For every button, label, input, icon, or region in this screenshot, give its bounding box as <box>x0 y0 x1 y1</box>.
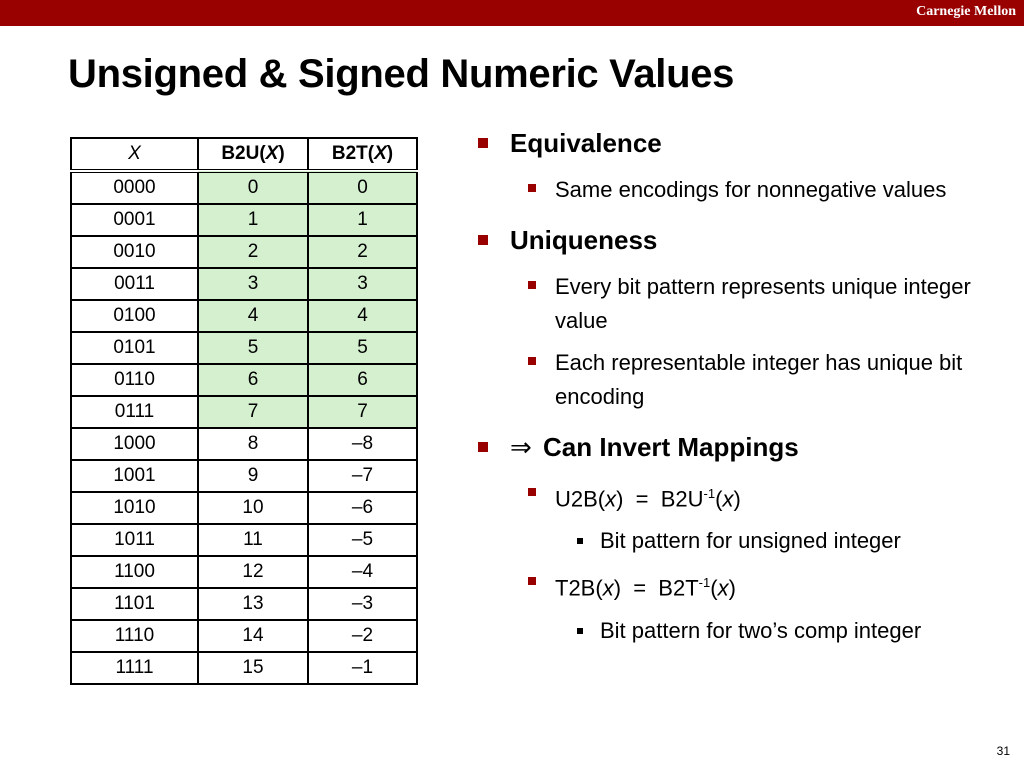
table-row <box>71 492 417 524</box>
cell-b2u: 14 <box>198 620 308 652</box>
cell-b2u: 2 <box>198 236 308 268</box>
cell-b2u: 11 <box>198 524 308 556</box>
cell-x: 1101 <box>71 588 198 620</box>
bullet-marker-icon <box>577 628 583 634</box>
bullet-uniqueness: Uniqueness <box>470 225 990 256</box>
cell-x: 1000 <box>71 428 198 460</box>
bullet-marker-icon <box>577 538 583 544</box>
cell-b2t: –5 <box>308 524 417 556</box>
cell-b2t: –6 <box>308 492 417 524</box>
cell-x: 0000 <box>71 171 198 204</box>
encoding-table <box>70 137 418 685</box>
sub-bullet-t2b: $T2B(x) = B2T^{-1}(x)$ <box>470 566 990 605</box>
cell-b2t: –1 <box>308 652 417 684</box>
cell-b2t: –3 <box>308 588 417 620</box>
table-row <box>71 556 417 588</box>
cell-b2u: 3 <box>198 268 308 300</box>
cell-x: 0101 <box>71 332 198 364</box>
cell-b2u: 13 <box>198 588 308 620</box>
header-b2u: B2U(X) <box>198 138 308 171</box>
cell-b2t: –4 <box>308 556 417 588</box>
table-row <box>71 300 417 332</box>
cell-b2u: 1 <box>198 204 308 236</box>
sub-bullet-u2b: $U2B(x) = B2U^{-1}(x)$ <box>470 477 990 516</box>
cell-b2u: 5 <box>198 332 308 364</box>
table-row <box>71 236 417 268</box>
cell-x: 1111 <box>71 652 198 684</box>
table-row <box>71 428 417 460</box>
cell-x: 0010 <box>71 236 198 268</box>
cell-x: 0111 <box>71 396 198 428</box>
table-row <box>71 396 417 428</box>
cell-x: 1010 <box>71 492 198 524</box>
cell-x: 0110 <box>71 364 198 396</box>
cell-b2u: 6 <box>198 364 308 396</box>
cell-b2u: 0 <box>198 171 308 204</box>
table-row <box>71 588 417 620</box>
sub-bullet-uniqueness-1: Every bit pattern represents unique integer value <box>470 270 990 338</box>
bullet-invert: ⇒ Can Invert Mappings <box>470 432 990 463</box>
bullet-marker-icon <box>528 184 536 192</box>
header-b2t: B2T(X) <box>308 138 417 171</box>
cell-b2t: 0 <box>308 171 417 204</box>
sub-sub-bullet-t2b: Bit pattern for two’s comp integer <box>470 614 990 648</box>
cell-b2t: 2 <box>308 236 417 268</box>
bullet-marker-icon <box>528 488 536 496</box>
bullet-marker-icon <box>528 357 536 365</box>
bullet-marker-icon <box>478 138 488 148</box>
header-x: X <box>71 138 198 171</box>
cell-b2t: –8 <box>308 428 417 460</box>
bullet-marker-icon <box>528 577 536 585</box>
slide-title: Unsigned & Signed Numeric Values <box>68 52 735 96</box>
cell-b2t: 7 <box>308 396 417 428</box>
sub-bullet-equivalence: Same encodings for nonnegative values <box>470 173 990 207</box>
table-row <box>71 364 417 396</box>
cell-b2t: 1 <box>308 204 417 236</box>
cell-b2u: 10 <box>198 492 308 524</box>
cell-b2u: 7 <box>198 396 308 428</box>
cell-x: 1100 <box>71 556 198 588</box>
sub-bullet-uniqueness-2: Each representable integer has unique bit encoding <box>470 346 990 414</box>
header-bar <box>0 0 1024 26</box>
bullet-marker-icon <box>478 235 488 245</box>
cell-x: 1011 <box>71 524 198 556</box>
cell-b2u: 15 <box>198 652 308 684</box>
cell-b2u: 4 <box>198 300 308 332</box>
cell-b2u: 12 <box>198 556 308 588</box>
cell-x: 1001 <box>71 460 198 492</box>
bullet-list <box>470 128 990 656</box>
cell-b2u: 8 <box>198 428 308 460</box>
table-row <box>71 171 417 204</box>
sub-sub-bullet-u2b: Bit pattern for unsigned integer <box>470 524 990 558</box>
cell-b2t: 3 <box>308 268 417 300</box>
implies-arrow-icon: ⇒ <box>510 432 532 462</box>
cell-b2u: 9 <box>198 460 308 492</box>
cell-b2t: –2 <box>308 620 417 652</box>
bullet-equivalence: Equivalence <box>470 128 990 159</box>
cell-b2t: 4 <box>308 300 417 332</box>
table-body <box>71 171 417 684</box>
cell-b2t: –7 <box>308 460 417 492</box>
table-row <box>71 268 417 300</box>
table-row <box>71 332 417 364</box>
table-header-row <box>71 138 417 171</box>
table-row <box>71 652 417 684</box>
table-row <box>71 620 417 652</box>
bullet-marker-icon <box>528 281 536 289</box>
cell-x: 0001 <box>71 204 198 236</box>
cell-b2t: 6 <box>308 364 417 396</box>
cell-x: 0100 <box>71 300 198 332</box>
page-number: 31 <box>996 744 1010 758</box>
cell-x: 1110 <box>71 620 198 652</box>
table-row <box>71 204 417 236</box>
cell-x: 0011 <box>71 268 198 300</box>
bullet-marker-icon <box>478 442 488 452</box>
table-row <box>71 460 417 492</box>
cell-b2t: 5 <box>308 332 417 364</box>
brand-label: Carnegie Mellon <box>916 4 1016 19</box>
table-row <box>71 524 417 556</box>
